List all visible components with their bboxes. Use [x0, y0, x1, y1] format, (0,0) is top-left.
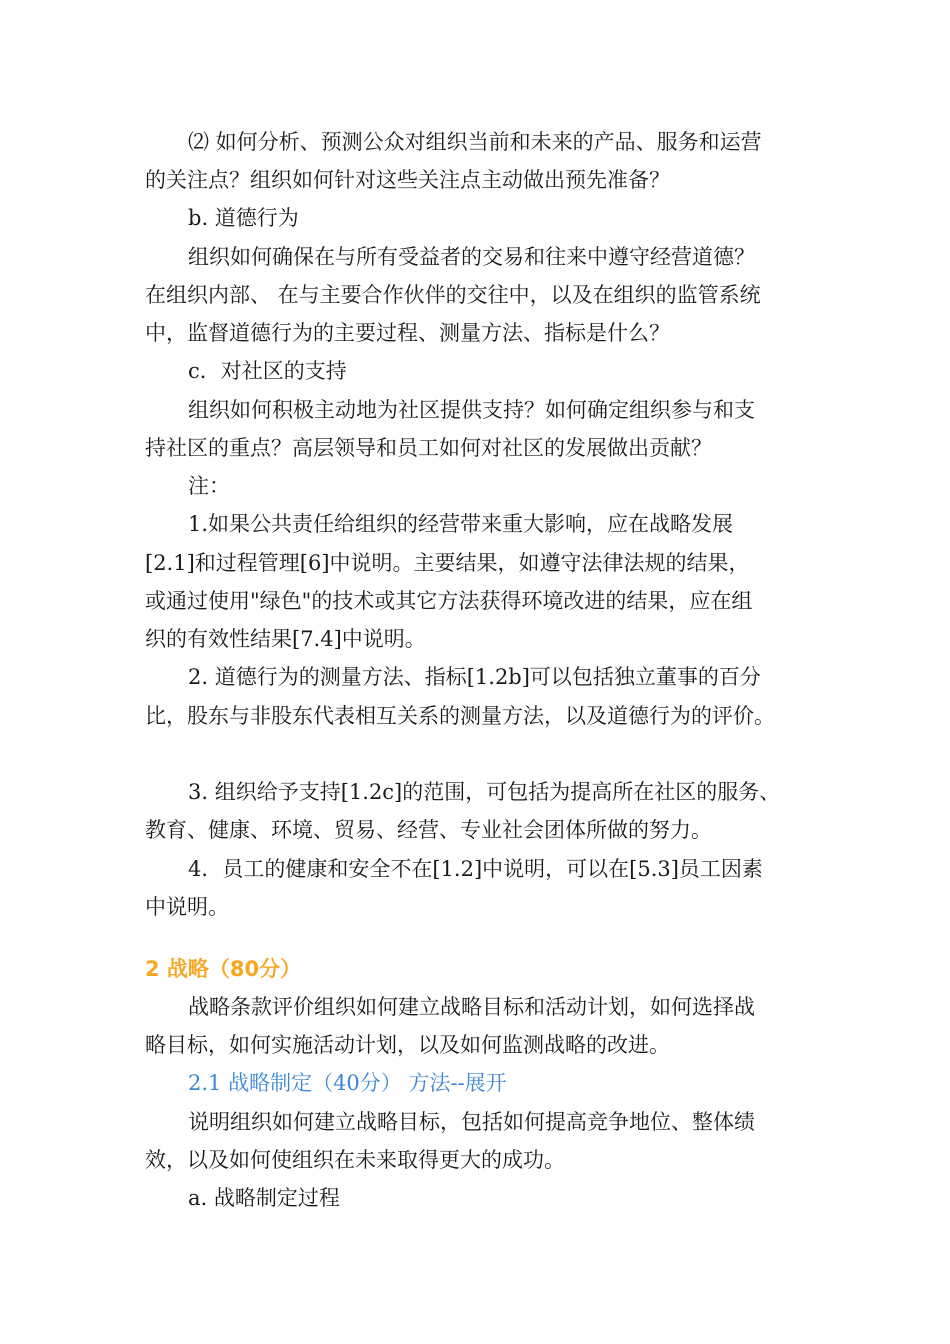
note-3-line-2: 教育、健康、环境、贸易、经营、专业社会团体所做的努力。 — [145, 818, 712, 842]
item-a-title: a. 战略制定过程 — [188, 1186, 340, 1210]
section-2-heading: 2 战略（80分） — [145, 957, 302, 981]
note-4-line-1: 4．员工的健康和安全不在[1.2]中说明，可以在[5.3]员工因素 — [188, 857, 763, 881]
item-b-line-1: 组织如何确保在与所有受益者的交易和往来中遵守经营道德？ — [188, 245, 755, 269]
note-label: 注： — [188, 474, 230, 498]
note-3-line-1: 3. 组织给予支持[1.2c]的范围，可包括为提高所在社区的服务、 — [188, 780, 781, 804]
section-2-intro-line-1: 战略条款评价组织如何建立战略目标和活动计划，如何选择战 — [188, 995, 755, 1019]
item-b-line-2: 在组织内部、 在与主要合作伙伴的交往中，以及在组织的监管系统 — [145, 283, 761, 307]
item-c-line-2: 持社区的重点？高层领导和员工如何对社区的发展做出贡献？ — [145, 436, 712, 460]
question-2-line-1: ⑵ 如何分析、预测公众对组织当前和未来的产品、服务和运营 — [188, 130, 762, 154]
item-b-title: b. 道德行为 — [188, 206, 299, 230]
note-2-line-1: 2. 道德行为的测量方法、指标[1.2b]可以包括独立董事的百分 — [188, 665, 761, 689]
section-2-1-desc-line-1: 说明组织如何建立战略目标，包括如何提高竞争地位、整体绩 — [188, 1110, 755, 1134]
question-2-line-2: 的关注点？组织如何针对这些关注点主动做出预先准备？ — [145, 168, 670, 192]
note-1-line-3: 或通过使用"绿色"的技术或其它方法获得环境改进的结果，应在组 — [145, 589, 753, 613]
note-1-line-4: 织的有效性结果[7.4]中说明。 — [145, 627, 426, 651]
note-1-line-2: [2.1]和过程管理[6]中说明。主要结果，如遵守法律法规的结果， — [145, 551, 750, 575]
note-2-line-2: 比，股东与非股东代表相互关系的测量方法，以及道德行为的评价。 — [145, 704, 775, 728]
item-b-line-3: 中，监督道德行为的主要过程、测量方法、指标是什么？ — [145, 321, 670, 345]
section-2-1-desc-line-2: 效，以及如何使组织在未来取得更大的成功。 — [145, 1148, 565, 1172]
note-4-line-2: 中说明。 — [145, 895, 229, 919]
item-c-title: c．对社区的支持 — [188, 359, 347, 383]
section-2-1-subheading: 2.1 战略制定（40分） 方法--展开 — [188, 1071, 507, 1095]
section-2-intro-line-2: 略目标，如何实施活动计划，以及如何监测战略的改进。 — [145, 1033, 670, 1057]
item-c-line-1: 组织如何积极主动地为社区提供支持？如何确定组织参与和支 — [188, 398, 755, 422]
note-1-line-1: 1.如果公共责任给组织的经营带来重大影响，应在战略发展 — [188, 512, 734, 536]
